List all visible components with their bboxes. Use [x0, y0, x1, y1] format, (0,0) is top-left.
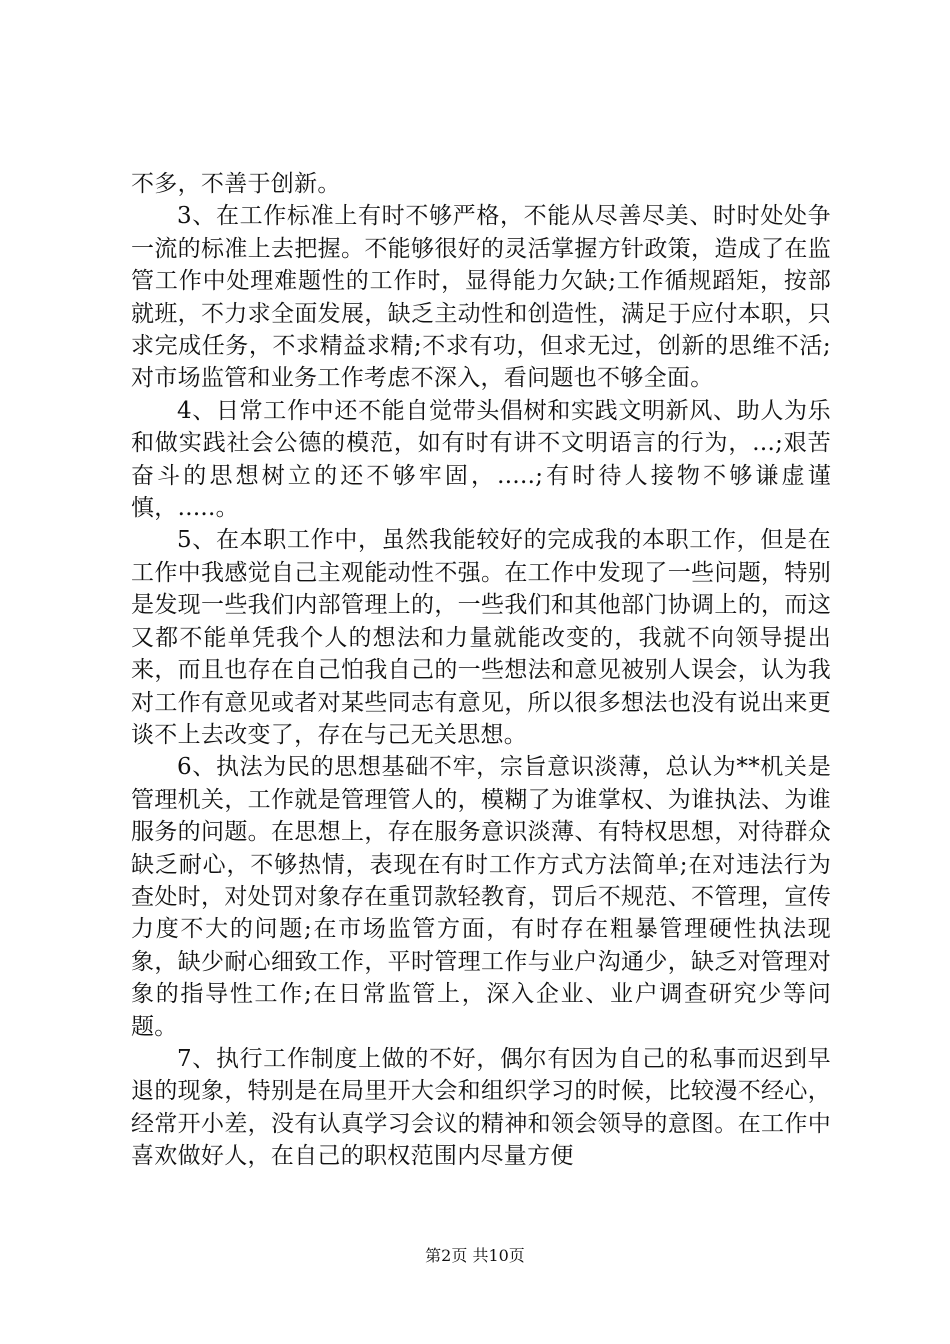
paragraph-item-3: 3、在工作标准上有时不够严格，不能从尽善尽美、时时处处争一流的标准上去把握。不能够很好的灵活掌握方针政策，造成了在监管工作中处理难题性的工作时，显得能力欠缺;工作循规蹈矩，按部就班，不力求全面发展，缺乏主动性和创造性，满足于应付本职，只求完成任务，不求精益求精;不求有功，但求无过，创新的思维不活;对市场监管和业务工作考虑不深入，看问题也不够全面。 [131, 203, 831, 392]
paragraph-item-6: 6、执法为民的思想基础不牢，宗旨意识淡薄，总认为**机关是管理机关，工作就是管理管人的，模糊了为谁掌权、为谁执法、为谁服务的问题。在思想上，存在服务意识淡薄、有特权思想，对待群众缺乏耐心，不够热情，表现在有时工作方式方法简单;在对违法行为查处时，对处罚对象存在重罚款轻教育，罚后不规范、不管理，宣传力度不大的问题;在市场监管方面，有时存在粗暴管理硬性执法现象，缺少耐心细致工作，平时管理工作与业户沟通少，缺乏对管理对象的指导性工作;在日常监管上，深入企业、业户调查研究少等问题。 [131, 754, 831, 1040]
paragraph-continuation: 不多，不善于创新。 [131, 171, 341, 197]
paragraph-item-7: 7、执行工作制度上做的不好，偶尔有因为自己的私事而迟到早退的现象，特别是在局里开大会和组织学习的时候，比较漫不经心，经常开小差，没有认真学习会议的精神和领会领导的意图。在工作中喜欢做好人，在自己的职权范围内尽量方便 [131, 1045, 831, 1170]
paragraph-item-5: 5、在本职工作中，虽然我能较好的完成我的本职工作，但是在工作中我感觉自己主观能动性不强。在工作中发现了一些问题，特别是发现一些我们内部管理上的，一些我们和其他部门协调上的，而这又都不能单凭我个人的想法和力量就能改变的，我就不向领导提出来，而且也存在自己怕我自己的一些想法和意见被别人误会，认为我对工作有意见或者对某些同志有意见，所以很多想法也没有说出来更谈不上去改变了，存在与己无关思想。 [131, 527, 831, 748]
paragraph-item-4: 4、日常工作中还不能自觉带头倡树和实践文明新风、助人为乐和做实践社会公德的模范，如有时有讲不文明语言的行为，...;艰苦奋斗的思想树立的还不够牢固，.....;有时待人接物不够谦虚谨慎，.....。 [131, 397, 831, 522]
page-number-footer: 第2页 共10页 [425, 1246, 525, 1265]
document-body [131, 168, 831, 1173]
